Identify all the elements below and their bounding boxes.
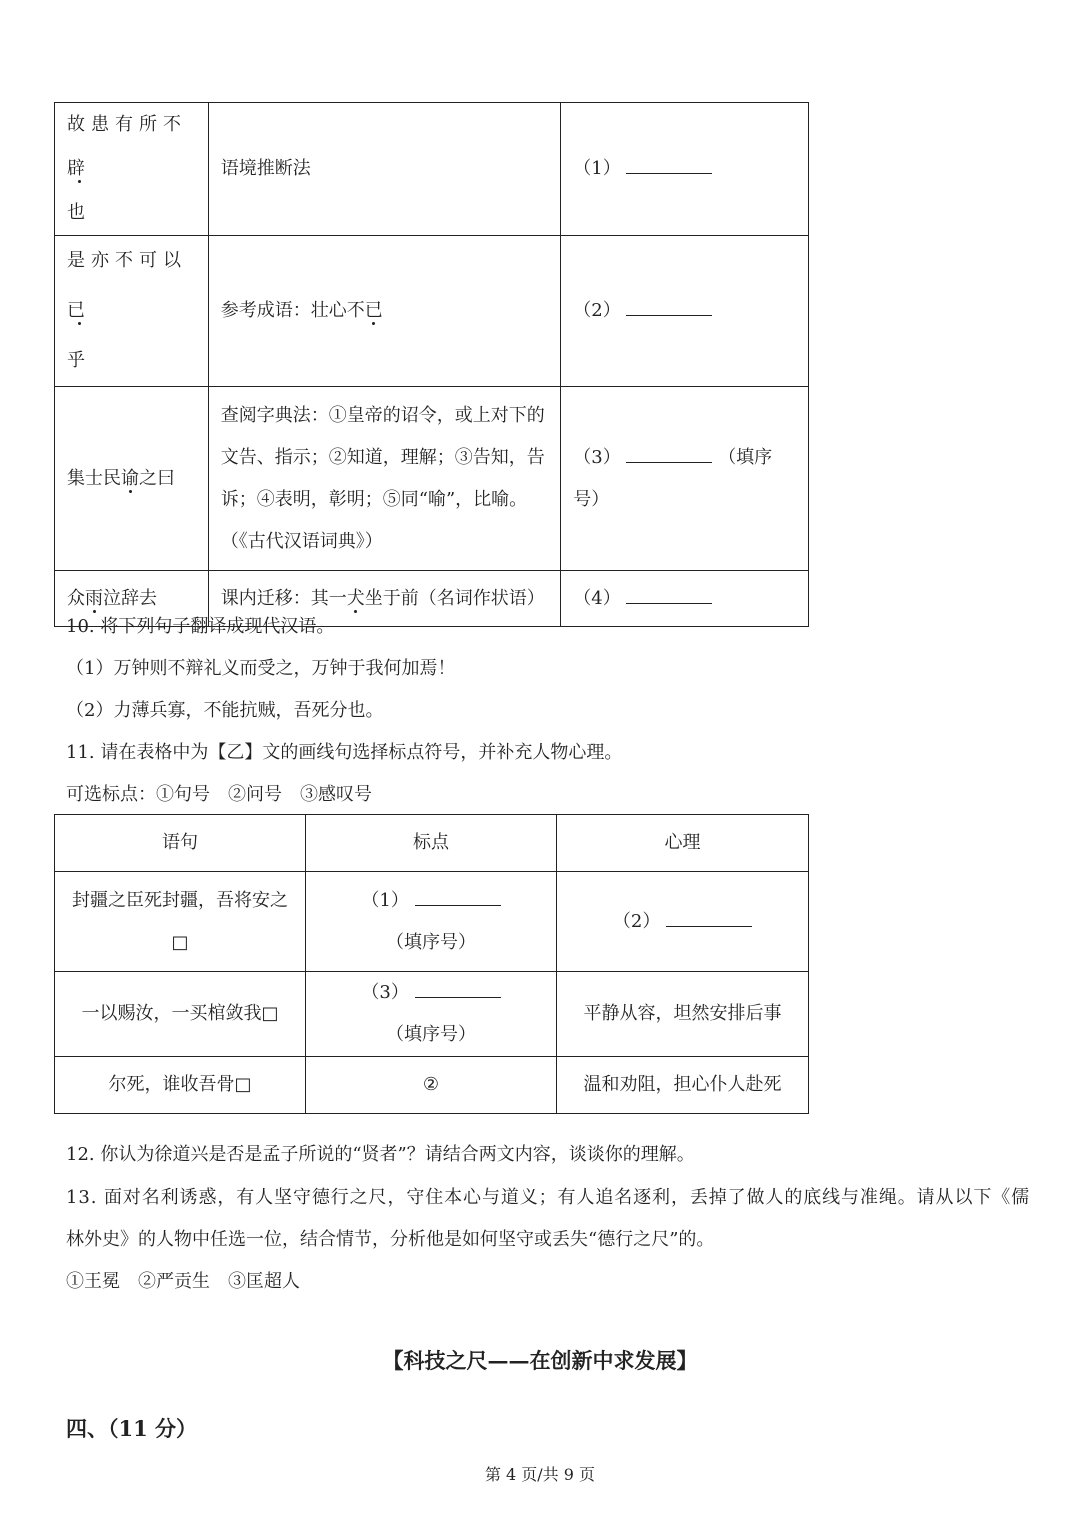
word-cell: 众雨泣辞去 xyxy=(55,571,209,627)
answer-blank[interactable] xyxy=(626,153,712,174)
section-heading: 【科技之尺——在创新中求发展】 xyxy=(382,1348,698,1373)
word-cell: 故患有所不辟 也 xyxy=(55,103,209,236)
q13-line-1: 13. 面对名利诱惑，有人坚守德行之尺，守住本心与道义；有人追名逐利，丢掉了做人的底线与准绳。请从以下《儒 xyxy=(66,1187,1031,1208)
method-cell: 课内迁移：其一犬坐于前（名词作状语） xyxy=(208,571,560,627)
q13-line-2: 林外史》的人物中任选一位，结合情节，分析他是如何坚守或丢失“德行之尺”的。 xyxy=(66,1229,715,1250)
answer-cell: （3） （填序号） xyxy=(561,387,809,571)
method-cell: 查阅字典法：①皇帝的诏令，或上对下的文告、指示；②知道，理解；③告知，告诉；④表明，彰明；⑤同“喻”，比喻。（《古代汉语词典》） xyxy=(208,387,560,571)
page-footer: 第 4 页/共 9 页 xyxy=(484,1465,596,1484)
mind-cell: （2） xyxy=(557,872,809,972)
q13-options: ①王冕 ②严贡生 ③匡超人 xyxy=(66,1271,300,1292)
method-cell: 参考成语：壮心不已 xyxy=(208,236,560,387)
header-punct: 标点 xyxy=(306,815,557,872)
punct-cell: （3） （填序号） xyxy=(306,972,557,1057)
answer-blank[interactable] xyxy=(626,583,712,604)
word-cell: 是亦不可以已 乎 xyxy=(55,236,209,387)
sentence-cell: 一以赐汝，一买棺敛我□ xyxy=(55,972,306,1057)
answer-blank[interactable] xyxy=(415,977,501,998)
punct-cell: （1） （填序号） xyxy=(306,872,557,972)
q10-sentence-2: （2）力薄兵寡，不能抗贼，吾死分也。 xyxy=(66,700,384,721)
answer-blank[interactable] xyxy=(666,906,752,927)
header-sentence: 语句 xyxy=(55,815,306,872)
q11-options: 可选标点：①句号 ②问号 ③感叹号 xyxy=(66,784,372,805)
mind-cell: 温和劝阻，担心仆人赴死 xyxy=(557,1057,809,1114)
q11-title: 11. 请在表格中为【乙】文的画线句选择标点符号，并补充人物心理。 xyxy=(66,742,623,763)
answer-cell: （2） xyxy=(561,236,809,387)
punct-cell: ② xyxy=(306,1057,557,1114)
punctuation-table xyxy=(54,814,809,1114)
section-number: 四、（11 分） xyxy=(66,1416,198,1441)
mind-cell: 平静从容，坦然安排后事 xyxy=(557,972,809,1057)
word-cell: 集士民谕之曰 xyxy=(55,387,209,571)
answer-blank[interactable] xyxy=(626,442,712,463)
q10-title: 10. 将下列句子翻译成现代汉语。 xyxy=(66,616,335,637)
vocab-table xyxy=(54,102,809,627)
q10-sentence-1: （1）万钟则不辩礼义而受之，万钟于我何加焉！ xyxy=(66,658,456,679)
answer-blank[interactable] xyxy=(415,885,501,906)
answer-cell: （1） xyxy=(561,103,809,236)
sentence-cell: 尔死，谁收吾骨□ xyxy=(55,1057,306,1114)
q12: 12. 你认为徐道兴是否是孟子所说的“贤者”？请结合两文内容，谈谈你的理解。 xyxy=(66,1144,695,1165)
header-mind: 心理 xyxy=(557,815,809,872)
sentence-cell: 封疆之臣死封疆，吾将安之□ xyxy=(55,872,306,972)
answer-cell: （4） xyxy=(561,571,809,627)
method-cell: 语境推断法 xyxy=(208,103,560,236)
answer-blank[interactable] xyxy=(626,295,712,316)
